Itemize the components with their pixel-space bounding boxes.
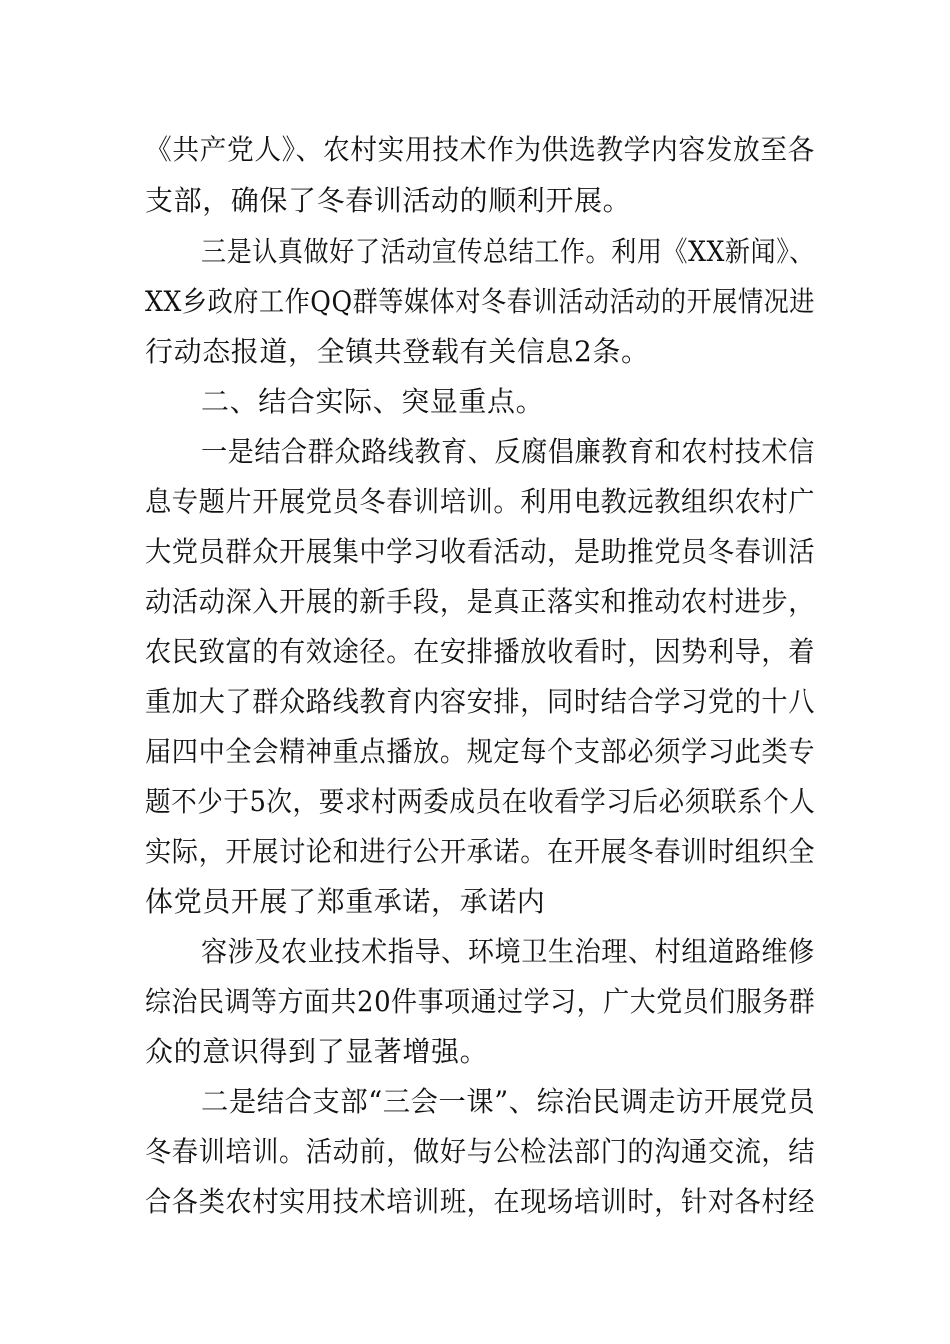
text-line: 重加大了群众路线教育内容安排，同时结合学习党的十八 [145,685,816,718]
text-line: 大党员群众开展集中学习收看活动，是助推党员冬春训活 [145,535,816,568]
text-line: 冬春训培训。活动前，做好与公检法部门的沟通交流，结 [145,1135,816,1168]
text-line: 众的意识得到了显著增强。 [145,1035,489,1068]
text-line: 《共产党人》、农村实用技术作为供选教学内容发放至各 [145,133,816,166]
text-line: 体党员开展了郑重承诺，承诺内 [145,885,546,918]
text-line: 支部，确保了冬春训活动的顺利开展。 [145,184,632,217]
text-line: 农民致富的有效途径。在安排播放收看时，因势利导，着 [145,635,816,668]
text-line: 合各类农村实用技术培训班，在现场培训时，针对各村经 [145,1185,816,1218]
text-line: 行动态报道，全镇共登载有关信息2条。 [145,335,650,368]
text-line: 动活动深入开展的新手段，是真正落实和推动农村进步， [145,585,816,618]
text-line: XX乡政府工作QQ群等媒体对冬春训活动活动的开展情况进 [145,285,815,318]
text-line: 综治民调等方面共20件事项通过学习，广大党员们服务群 [145,985,816,1018]
text-line: 息专题片开展党员冬春训培训。利用电教远教组织农村广 [145,485,816,518]
text-line: 实际，开展讨论和进行公开承诺。在开展冬春训时组织全 [145,835,816,868]
text-line: 三是认真做好了活动宣传总结工作。利用《XX新闻》、 [201,235,815,268]
text-line: 容涉及农业技术指导、环境卫生治理、村组道路维修 [201,935,815,968]
text-line: 届四中全会精神重点播放。规定每个支部必须学习此类专 [145,735,816,768]
text-line: 一是结合群众路线教育、反腐倡廉教育和农村技术信 [201,435,815,468]
text-line: 二是结合支部“三会一课”、综治民调走访开展党员 [201,1085,816,1118]
text-line: 题不少于5次，要求村两委成员在收看学习后必须联系个人 [145,785,816,818]
text-line: 二、结合实际、突显重点。 [201,385,545,418]
